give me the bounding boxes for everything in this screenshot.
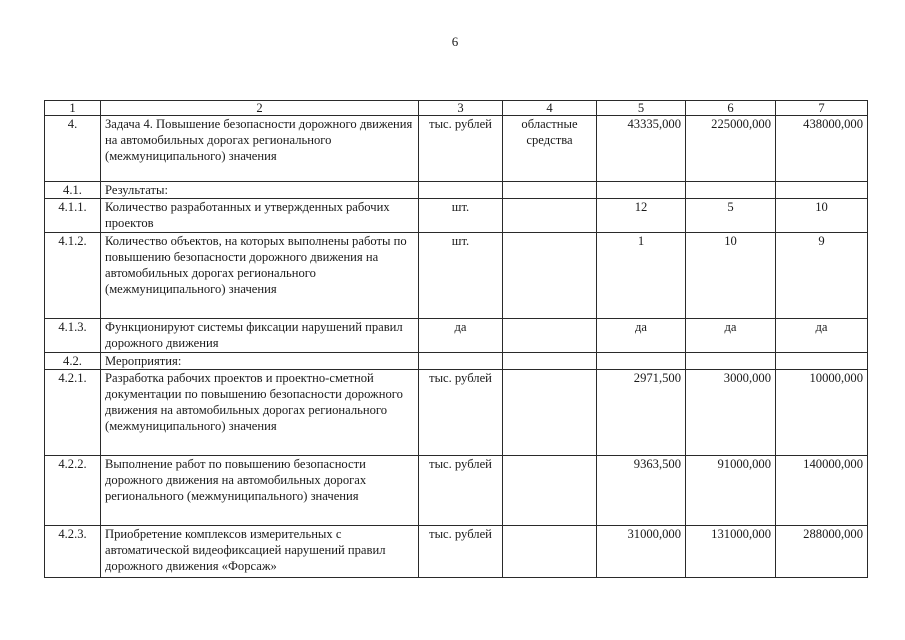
row-value-col6: 5 xyxy=(686,199,776,233)
row-value-col6: 131000,000 xyxy=(686,526,776,578)
table-row xyxy=(45,233,868,319)
row-description: Приобретение комплексов измерительных с автоматической видеофиксацией нарушений правил дорожного движения «Форсаж» xyxy=(101,526,419,578)
row-value-col7: 438000,000 xyxy=(776,116,868,182)
table-row xyxy=(45,456,868,526)
row-description: Результаты: xyxy=(101,182,419,199)
page-number: 6 xyxy=(451,34,459,49)
row-number: 4. xyxy=(45,116,101,182)
row-value-col7 xyxy=(776,182,868,199)
row-unit: тыс. рублей xyxy=(419,370,503,456)
row-value-col6: 91000,000 xyxy=(686,456,776,526)
table-row xyxy=(45,199,868,233)
row-unit: шт. xyxy=(419,199,503,233)
row-value-col5: 1 xyxy=(597,233,686,319)
row-number: 4.1.2. xyxy=(45,233,101,319)
row-value-col6: 3000,000 xyxy=(686,370,776,456)
row-value-col5: 43335,000 xyxy=(597,116,686,182)
row-value-col6: 225000,000 xyxy=(686,116,776,182)
row-number: 4.1.3. xyxy=(45,319,101,353)
row-unit: тыс. рублей xyxy=(419,116,503,182)
table-row xyxy=(45,116,868,182)
row-funding-source xyxy=(503,199,597,233)
row-description: Мероприятия: xyxy=(101,353,419,370)
row-funding-source xyxy=(503,456,597,526)
row-value-col7: 10 xyxy=(776,199,868,233)
row-value-col5: да xyxy=(597,319,686,353)
row-value-col5: 2971,500 xyxy=(597,370,686,456)
header-col-5: 5 xyxy=(597,101,686,116)
row-description: Выполнение работ по повышению безопасности дорожного движения на автомобильных дорогах регионального (межмуниципального) значения xyxy=(101,456,419,526)
row-funding-source xyxy=(503,182,597,199)
row-description: Количество разработанных и утвержденных рабочих проектов xyxy=(101,199,419,233)
row-description: Функционируют системы фиксации нарушений правил дорожного движения xyxy=(101,319,419,353)
header-col-4: 4 xyxy=(503,101,597,116)
row-number: 4.2. xyxy=(45,353,101,370)
row-number: 4.1. xyxy=(45,182,101,199)
row-description: Разработка рабочих проектов и проектно-сметной документации по повышению безопасности дорожного движения на автомобильных дорогах регионального (межмуниципального) значения xyxy=(101,370,419,456)
row-unit: да xyxy=(419,319,503,353)
row-value-col7: 9 xyxy=(776,233,868,319)
row-unit: тыс. рублей xyxy=(419,456,503,526)
row-funding-source xyxy=(503,526,597,578)
row-unit xyxy=(419,353,503,370)
row-value-col6: да xyxy=(686,319,776,353)
program-table xyxy=(44,100,868,578)
row-number: 4.1.1. xyxy=(45,199,101,233)
table-header-row xyxy=(45,101,868,116)
table-row xyxy=(45,370,868,456)
row-funding-source xyxy=(503,233,597,319)
row-value-col6: 10 xyxy=(686,233,776,319)
row-value-col5: 9363,500 xyxy=(597,456,686,526)
row-unit xyxy=(419,182,503,199)
header-col-6: 6 xyxy=(686,101,776,116)
header-col-7: 7 xyxy=(776,101,868,116)
table-row xyxy=(45,353,868,370)
row-value-col5 xyxy=(597,182,686,199)
table-row xyxy=(45,526,868,578)
row-value-col6 xyxy=(686,353,776,370)
table-row xyxy=(45,319,868,353)
row-unit: тыс. рублей xyxy=(419,526,503,578)
header-col-3: 3 xyxy=(419,101,503,116)
row-value-col7: да xyxy=(776,319,868,353)
header-col-2: 2 xyxy=(101,101,419,116)
row-description: Задача 4. Повышение безопасности дорожного движения на автомобильных дорогах регионального (межмуниципального) значения xyxy=(101,116,419,182)
row-value-col6 xyxy=(686,182,776,199)
row-value-col7: 140000,000 xyxy=(776,456,868,526)
row-value-col7: 10000,000 xyxy=(776,370,868,456)
row-funding-source xyxy=(503,319,597,353)
row-description: Количество объектов, на которых выполнены работы по повышению безопасности дорожного движения на автомобильных дорогах регионального (межмуниципального) значения xyxy=(101,233,419,319)
row-number: 4.2.3. xyxy=(45,526,101,578)
row-value-col7 xyxy=(776,353,868,370)
row-value-col5: 12 xyxy=(597,199,686,233)
row-number: 4.2.1. xyxy=(45,370,101,456)
row-value-col5: 31000,000 xyxy=(597,526,686,578)
row-value-col5 xyxy=(597,353,686,370)
row-funding-source xyxy=(503,370,597,456)
table-row xyxy=(45,182,868,199)
row-unit: шт. xyxy=(419,233,503,319)
row-value-col7: 288000,000 xyxy=(776,526,868,578)
row-funding-source: областные средства xyxy=(503,116,597,182)
header-col-1: 1 xyxy=(45,101,101,116)
row-funding-source xyxy=(503,353,597,370)
row-number: 4.2.2. xyxy=(45,456,101,526)
